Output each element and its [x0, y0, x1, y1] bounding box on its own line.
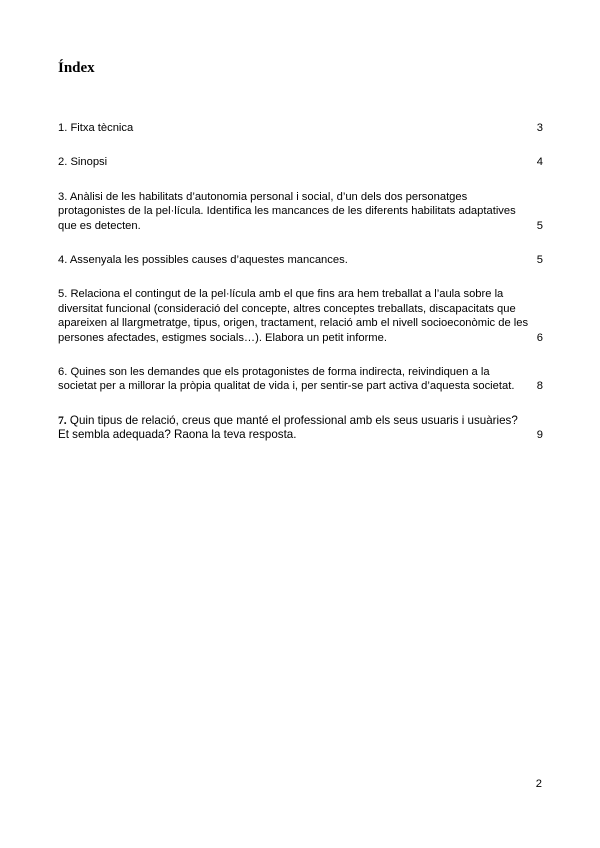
toc-entry-page: 5: [536, 254, 543, 267]
toc-entry-page: 4: [536, 156, 543, 169]
toc-entry-4: [58, 253, 543, 267]
toc-entry-text: 4. Assenyala les possibles causes d’aquestes mancances.: [58, 254, 348, 267]
toc-entry-text: 5. Relaciona el contingut de la pel·lícula amb el que fins ara hem treballat a l’aula sobre la diversitat funcional (consideració del concepte, altres conceptes treballats, discapacitats que apareixen al llargmetratge, tipus, origen, tractament, relació amb el nivell socioeconòmic de les persones afectades, estigmes socials…). Elabora un petit informe.: [58, 288, 529, 344]
table-of-contents: [58, 121, 543, 463]
toc-entry-text: 1. Fitxa tècnica: [58, 122, 134, 134]
toc-entry-page: 9: [536, 429, 543, 442]
toc-entry-5: [58, 287, 543, 345]
toc-entry-body: Quin tipus de relació, creus que manté el professional amb els seus usuaris i usuàries? Et sembla adequada? Raona la teva resposta.: [58, 413, 518, 442]
toc-entry-text: [58, 414, 537, 443]
toc-entry-7: [58, 414, 543, 443]
page-title: Índex: [58, 60, 95, 76]
toc-entry-2: [58, 155, 543, 169]
toc-entry-text: 2. Sinopsi: [58, 156, 108, 169]
page-number: 2: [535, 778, 542, 790]
toc-entry-page: 8: [536, 380, 543, 393]
toc-entry-text: 3. Anàlisi de les habilitats d’autonomia personal i social, d’un dels dos personatges protagonistes de la pel·lícula. Identifica les mancances de les diferents habilitats adaptatives que es detecten.: [58, 190, 516, 232]
toc-entry-page: 3: [536, 122, 543, 134]
toc-entry-6: [58, 365, 543, 394]
toc-entry-page: 6: [536, 331, 543, 344]
toc-entry-1: [58, 121, 543, 135]
toc-entry-page: 5: [536, 219, 543, 232]
toc-entry-text: 6. Quines son les demandes que els protagonistes de forma indirecta, reivindiquen a la societat per a millorar la pròpia qualitat de vida i, per sentir-se part activa d’aquesta societat.: [58, 366, 515, 393]
toc-entry-number: 7.: [58, 413, 67, 427]
toc-entry-3: [58, 190, 543, 233]
